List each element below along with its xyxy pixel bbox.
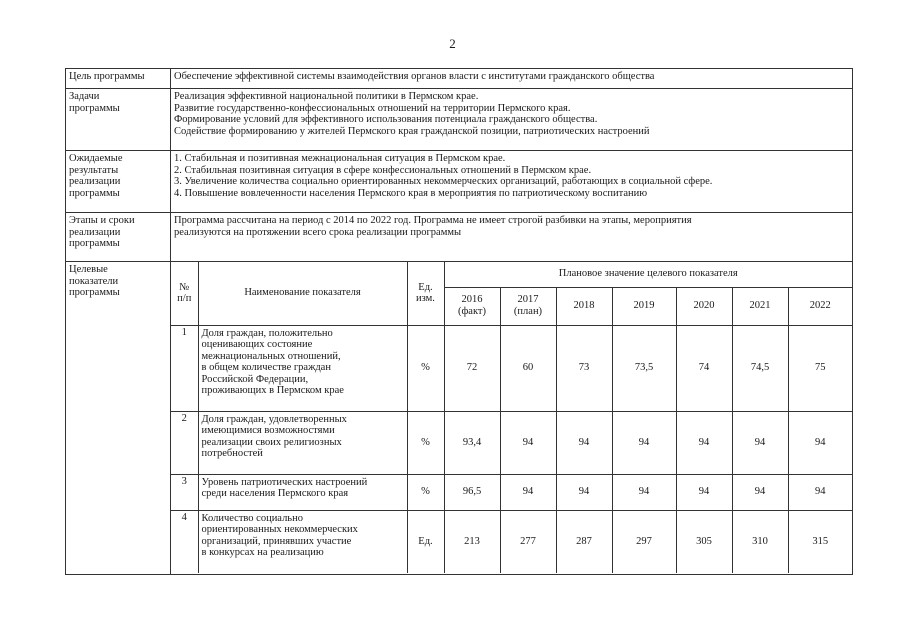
- indicator-unit: %: [407, 325, 444, 411]
- row-tasks: [66, 89, 853, 151]
- indicators-header-row: [171, 262, 852, 287]
- header-name: Наименование показателя: [198, 262, 407, 325]
- value-cell: 310: [732, 510, 788, 573]
- value-cell: 94: [732, 474, 788, 510]
- table-row: [171, 474, 852, 510]
- value-cell: 213: [444, 510, 500, 573]
- indicator-name: Доля граждан, положительно оценивающих состояние межнациональных отношений, в общем количестве граждан Российской Федерации, проживающих в Пермском крае: [198, 325, 407, 411]
- value-cell: 94: [556, 411, 612, 474]
- value-cell: 73,5: [612, 325, 676, 411]
- passport-table: [65, 68, 853, 575]
- value-cell: 315: [788, 510, 852, 573]
- value-cell: 94: [612, 411, 676, 474]
- results-label: Ожидаемые результаты реализации программы: [66, 151, 171, 213]
- value-cell: 94: [788, 411, 852, 474]
- value-cell: 75: [788, 325, 852, 411]
- row-goal: [66, 69, 853, 89]
- row-targets: [66, 262, 853, 575]
- targets-value: [171, 262, 853, 575]
- value-cell: 94: [556, 474, 612, 510]
- value-cell: 73: [556, 325, 612, 411]
- row-results: [66, 151, 853, 213]
- value-cell: 94: [676, 474, 732, 510]
- goal-label: Цель программы: [66, 69, 171, 89]
- tasks-label: Задачи программы: [66, 89, 171, 151]
- row-stages: [66, 213, 853, 262]
- value-cell: 297: [612, 510, 676, 573]
- targets-label: Целевые показатели программы: [66, 262, 171, 575]
- tasks-value: Реализация эффективной национальной политики в Пермском крае. Развитие государственно-конфессиональных отношений на территории Пермского края. Формирование условий для эффективного использования потенциала гражданского общества. Содействие формированию у жителей Пермского края гражданской позиции, патриотических настроений: [171, 89, 853, 151]
- indicator-unit: Ед.: [407, 510, 444, 573]
- indicator-unit: %: [407, 474, 444, 510]
- goal-value: Обеспечение эффективной системы взаимодействия органов власти с институтами гражданского общества: [171, 69, 853, 89]
- value-cell: 60: [500, 325, 556, 411]
- value-cell: 72: [444, 325, 500, 411]
- year-2019: 2019: [612, 287, 676, 325]
- value-cell: 94: [732, 411, 788, 474]
- value-cell: 277: [500, 510, 556, 573]
- year-2020: 2020: [676, 287, 732, 325]
- table-row: [171, 325, 852, 411]
- value-cell: 74,5: [732, 325, 788, 411]
- year-2022: 2022: [788, 287, 852, 325]
- row-number: 3: [171, 474, 198, 510]
- table-row: [171, 510, 852, 573]
- row-number: 4: [171, 510, 198, 573]
- stages-label: Этапы и сроки реализации программы: [66, 213, 171, 262]
- value-cell: 94: [500, 411, 556, 474]
- value-cell: 94: [612, 474, 676, 510]
- year-2016: 2016 (факт): [444, 287, 500, 325]
- header-unit: Ед. изм.: [407, 262, 444, 325]
- indicators-table: [171, 262, 852, 573]
- value-cell: 287: [556, 510, 612, 573]
- value-cell: 93,4: [444, 411, 500, 474]
- value-cell: 94: [676, 411, 732, 474]
- value-cell: 74: [676, 325, 732, 411]
- year-2017: 2017 (план): [500, 287, 556, 325]
- program-passport: [65, 68, 853, 579]
- row-number: 1: [171, 325, 198, 411]
- page-number: 2: [449, 36, 456, 51]
- indicator-unit: %: [407, 411, 444, 474]
- header-num: № п/п: [171, 262, 198, 325]
- indicator-name: Уровень патриотических настроений среди населения Пермского края: [198, 474, 407, 510]
- header-planned: Плановое значение целевого показателя: [444, 262, 852, 287]
- year-2018: 2018: [556, 287, 612, 325]
- value-cell: 96,5: [444, 474, 500, 510]
- year-2021: 2021: [732, 287, 788, 325]
- stages-value: Программа рассчитана на период с 2014 по 2022 год. Программа не имеет строгой разбивки на этапы, мероприятия реализуются на протяжении всего срока реализации программы: [171, 213, 853, 262]
- value-cell: 94: [500, 474, 556, 510]
- value-cell: 305: [676, 510, 732, 573]
- row-number: 2: [171, 411, 198, 474]
- indicator-name: Доля граждан, удовлетворенных имеющимися возможностями реализации своих религиозных потребностей: [198, 411, 407, 474]
- indicator-name: Количество социально ориентированных некоммерческих организаций, принявших участие в конкурсах на реализацию: [198, 510, 407, 573]
- results-value: 1. Стабильная и позитивная межнациональная ситуация в Пермском крае. 2. Стабильная позитивная ситуация в сфере конфессиональных отношений в Пермском крае. 3. Увеличение количества социально ориентированных некоммерческих организаций, работающих в социальной сфере. 4. Повышение вовлеченности населения Пермского края в мероприятия по патриотическому воспитанию: [171, 151, 853, 213]
- value-cell: 94: [788, 474, 852, 510]
- table-row: [171, 411, 852, 474]
